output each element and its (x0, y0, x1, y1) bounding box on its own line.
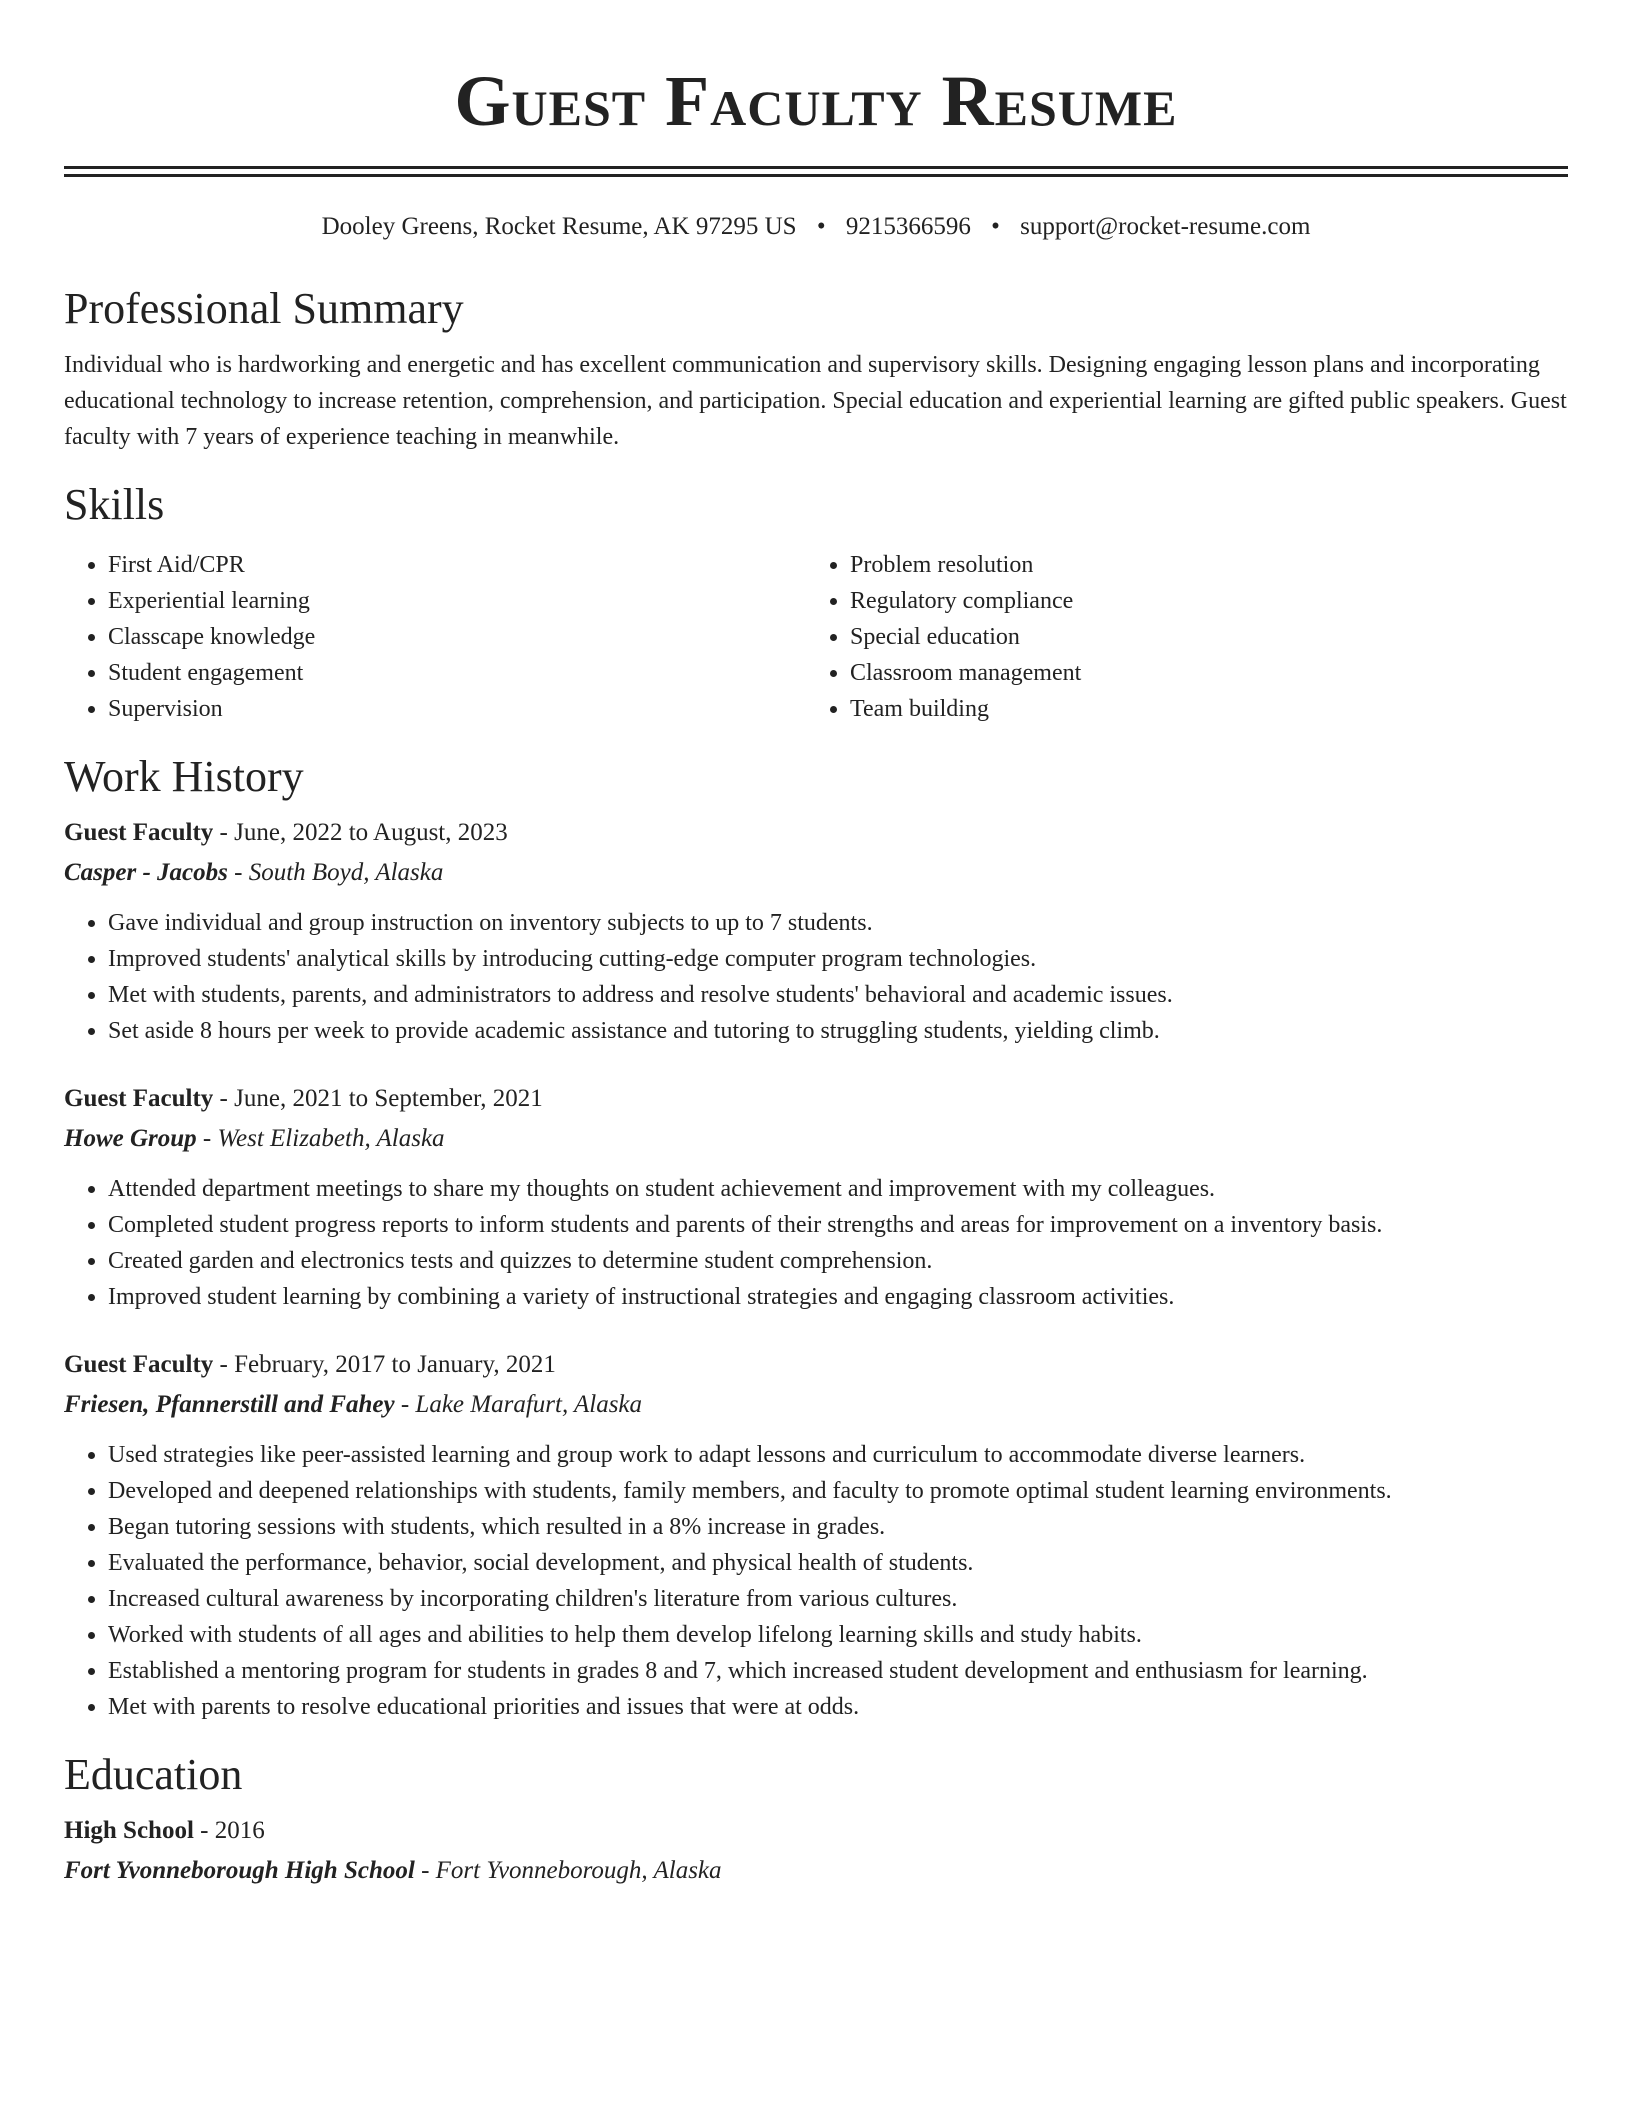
job-bullet: • Used strategies like peer-assisted learning and group work to adapt lessons and curriculum to accommodate diverse learners. (108, 1437, 1568, 1473)
contact-line (64, 211, 1568, 243)
school-location: - Fort Yvonneborough, Alaska (414, 1857, 722, 1884)
job-bullet: • Completed student progress reports to inform students and parents of their strengths and areas for improvement on a inventory basis. (108, 1207, 1568, 1243)
section-heading-skills: Skills (64, 480, 165, 529)
skills-column-right (806, 547, 1548, 727)
contact-address: Dooley Greens, Rocket Resume, AK 97295 US (321, 213, 797, 240)
skill-item: • First Aid/CPR (108, 547, 806, 583)
skills-columns (64, 547, 1568, 727)
job-bullet: • Worked with students of all ages and abilities to help them develop lifelong learning skills and study habits. (108, 1617, 1568, 1653)
job-bullet: • Attended department meetings to share my thoughts on student achievement and improvement with my colleagues. (108, 1171, 1568, 1207)
job-bullet: • Increased cultural awareness by incorporating children's literature from various cultures. (108, 1581, 1568, 1617)
company-location: - Lake Marafurt, Alaska (394, 1391, 643, 1418)
job-bullet: • Set aside 8 hours per week to provide academic assistance and tutoring to struggling students, yielding climb. (108, 1013, 1568, 1049)
professional-summary-section (64, 283, 1568, 455)
job-bullet: • Met with students, parents, and administrators to address and resolve students' behavioral and academic issues. (108, 977, 1568, 1013)
skill-item: • Experiential learning (108, 583, 806, 619)
education-section (64, 1749, 1568, 1891)
job-dates: - February, 2017 to January, 2021 (213, 1351, 556, 1378)
job-bullets (64, 1171, 1568, 1315)
job-bullet: • Created garden and electronics tests and quizzes to determine student comprehension. (108, 1243, 1568, 1279)
job-bullet: • Evaluated the performance, behavior, social development, and physical health of students. (108, 1545, 1568, 1581)
section-heading-education: Education (64, 1750, 243, 1799)
job-title: Guest Faculty (64, 1351, 214, 1378)
page-title: Guest Faculty Resume (454, 61, 1178, 141)
job-title: Guest Faculty (64, 819, 214, 846)
job-bullets (64, 1437, 1568, 1725)
section-heading-work-history: Work History (64, 752, 304, 801)
job-entry (64, 1345, 1568, 1725)
degree-line (64, 1811, 1568, 1851)
job-bullet: • Began tutoring sessions with students, which resulted in a 8% increase in grades. (108, 1509, 1568, 1545)
skill-item: • Classroom management (850, 655, 1548, 691)
job-title-line (64, 1079, 1568, 1119)
skill-item: • Regulatory compliance (850, 583, 1548, 619)
skill-item: • Team building (850, 691, 1548, 727)
job-bullet: • Met with parents to resolve educational priorities and issues that were at odds. (108, 1689, 1568, 1725)
job-title-line (64, 1345, 1568, 1385)
company-line (64, 1385, 1568, 1425)
school-line (64, 1851, 1568, 1891)
job-bullet: • Improved students' analytical skills by introducing cutting-edge computer program technologies. (108, 941, 1568, 977)
title-divider (64, 166, 1568, 177)
company-name: Howe Group (64, 1125, 197, 1152)
job-bullet: • Gave individual and group instruction on inventory subjects to up to 7 students. (108, 905, 1568, 941)
company-line (64, 1119, 1568, 1159)
school-name: Fort Yvonneborough High School (64, 1857, 415, 1884)
summary-text: Individual who is hardworking and energetic and has excellent communication and supervisory skills. Designing engaging lesson plans and incorporating educational technology to increase retention, comprehension, and participation. Special education and experiential learning are gifted public speakers. Guest faculty with 7 years of experience teaching in meanwhile. (64, 352, 1567, 450)
contact-email: support@rocket-resume.com (1020, 213, 1311, 240)
section-heading-summary: Professional Summary (64, 284, 464, 333)
company-location: - South Boyd, Alaska (227, 859, 444, 886)
skill-item: • Problem resolution (850, 547, 1548, 583)
skills-column-left (64, 547, 806, 727)
skills-section (64, 479, 1568, 727)
contact-separator: • (991, 213, 1000, 240)
work-history-section (64, 751, 1568, 1725)
contact-phone: 9215366596 (845, 213, 971, 240)
contact-separator: • (816, 213, 826, 240)
job-title-line (64, 813, 1568, 853)
company-name: Friesen, Pfannerstill and Fahey (64, 1391, 395, 1418)
job-bullet: • Established a mentoring program for students in grades 8 and 7, which increased student development and enthusiasm for learning. (108, 1653, 1568, 1689)
job-entry (64, 813, 1568, 1049)
education-entry (64, 1811, 1568, 1891)
company-location: - West Elizabeth, Alaska (196, 1125, 445, 1152)
skill-item: • Supervision (108, 691, 806, 727)
job-entry (64, 1079, 1568, 1315)
job-dates: - June, 2022 to August, 2023 (213, 819, 508, 846)
job-bullets (64, 905, 1568, 1049)
company-line (64, 853, 1568, 893)
job-title: Guest Faculty (64, 1085, 214, 1112)
skill-item: • Special education (850, 619, 1548, 655)
degree-name: High School (64, 1817, 194, 1844)
graduation-year: - 2016 (193, 1817, 265, 1844)
job-bullet: • Improved student learning by combining a variety of instructional strategies and engaging classroom activities. (108, 1279, 1568, 1315)
job-bullet: • Developed and deepened relationships with students, family members, and faculty to promote optimal student learning environments. (108, 1473, 1568, 1509)
skill-item: • Student engagement (108, 655, 806, 691)
company-name: Casper - Jacobs (64, 859, 228, 886)
skill-item: • Classcape knowledge (108, 619, 806, 655)
job-dates: - June, 2021 to September, 2021 (213, 1085, 543, 1112)
